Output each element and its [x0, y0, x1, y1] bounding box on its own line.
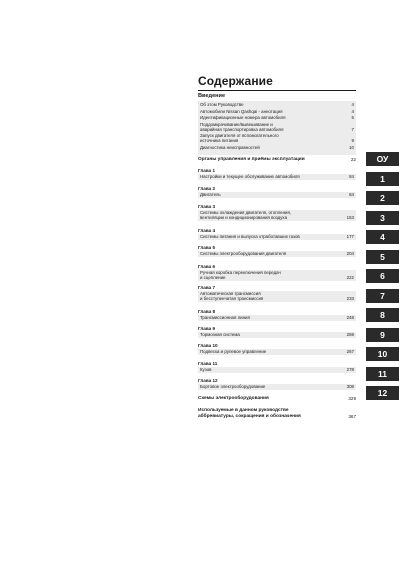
page-title: Содержание [198, 74, 273, 88]
chapter-line-text: Двигатель [200, 192, 221, 197]
chapter-line-page: 308 [346, 384, 354, 389]
chapter-line [200, 192, 356, 197]
intro-item[interactable] [200, 102, 354, 107]
intro-item[interactable] [200, 145, 354, 150]
chapter-line-text: Бортовое электрооборудование [200, 384, 266, 389]
intro-item[interactable] [200, 109, 354, 114]
chapter-line [200, 315, 356, 320]
title-rule [198, 90, 356, 91]
chapter-line-text: Автоматическая трансмиссия [200, 291, 261, 296]
chapter-tab[interactable]: 11 [366, 367, 399, 381]
chapter-tab[interactable]: 3 [366, 211, 399, 225]
chapter-line [200, 251, 356, 256]
chapter-line-page: 84 [349, 174, 354, 179]
chapter-line-page: 278 [346, 367, 354, 372]
chapter-line-text: Системы питания и выпуска отработавших газов [200, 234, 300, 239]
chapter-label: Глава 7 [198, 285, 215, 290]
chapter-line [200, 367, 356, 372]
intro-item[interactable] [200, 127, 354, 132]
chapter-line [200, 174, 356, 179]
chapter-tab[interactable]: 8 [366, 308, 399, 322]
intro-item-page: 4 [351, 108, 354, 114]
chapter-label: Глава 4 [198, 228, 215, 233]
chapter-line-page: 84 [349, 192, 354, 197]
chapter-line-page: 259 [346, 332, 354, 337]
chapter-tab[interactable]: ОУ [366, 152, 399, 166]
chapter-line-page: 233 [346, 296, 354, 302]
intro-item-text: Идентификационные номера автомобиля [200, 115, 286, 120]
intro-item-text: Поддомкрачивание/вывешивание и [200, 121, 273, 127]
intro-item[interactable] [200, 138, 354, 143]
chapter-tab[interactable]: 10 [366, 347, 399, 361]
chapter-line-page: 204 [346, 251, 354, 256]
chapter-line-page: 248 [346, 315, 354, 320]
chapter-label: Глава 2 [198, 186, 215, 191]
toc-controls[interactable] [198, 157, 356, 162]
intro-item-text: источника питания [200, 138, 239, 143]
intro-item-text: Автомобили Nissan Qashqai - аннотация [200, 108, 283, 114]
chapter-label: Глава 12 [198, 378, 218, 383]
chapter-line-text: и сцепление [200, 275, 226, 281]
intro-item-page: 9 [351, 138, 354, 143]
toc-abbreviations-page: 367 [348, 414, 356, 419]
chapter-line [200, 275, 356, 280]
chapter-line-page: 267 [346, 349, 354, 354]
chapter-line-text: Системы электрооборудования двигателя [200, 251, 287, 256]
chapter-line-text: Подвеска и рулевое управление [200, 349, 267, 354]
intro-item-page: 10 [349, 144, 354, 150]
chapter-line-text: Трансмиссионная линия [200, 315, 250, 320]
intro-item[interactable] [200, 115, 354, 120]
intro-item-text: Запуск двигателя от вспомогательного [200, 133, 279, 138]
chapter-line [200, 234, 356, 239]
chapter-line [200, 349, 356, 354]
chapter-tab[interactable]: 6 [366, 269, 399, 283]
chapter-line-text: Системы охлаждения двигателя, отопления, [200, 210, 292, 215]
chapter-label: Глава 1 [198, 168, 215, 173]
intro-item-page: 4 [351, 102, 354, 107]
chapter-line-page: 222 [346, 275, 354, 281]
chapter-line-page: 153 [346, 215, 354, 221]
chapter-label: Глава 5 [198, 245, 215, 250]
intro-heading: Введение [198, 93, 226, 99]
toc-controls-page: 22 [350, 157, 356, 162]
toc-schemes-page: 329 [348, 396, 356, 401]
chapter-line-text: Тормозная система [200, 332, 240, 337]
chapter-line-text: Кузов [200, 367, 212, 372]
chapter-label: Глава 10 [198, 343, 218, 348]
toc-controls-text: Органы управления и приёмы эксплуатации [198, 157, 305, 162]
chapter-tab[interactable]: 1 [366, 172, 399, 186]
chapter-line-text: вентиляции и кондиционирования воздуха [200, 215, 288, 221]
chapter-line [200, 332, 356, 337]
toc-abbreviations[interactable] [198, 408, 356, 420]
intro-item-text: аварийная транспортировка автомобиля [200, 126, 284, 132]
toc-schemes[interactable] [198, 396, 356, 401]
chapter-label: Глава 9 [198, 326, 215, 331]
chapter-tab[interactable]: 9 [366, 328, 399, 342]
chapter-tab[interactable]: 5 [366, 250, 399, 264]
chapter-label: Глава 11 [198, 361, 218, 366]
chapter-label: Глава 8 [198, 309, 215, 314]
chapter-line-text: Ручная коробка переключения передач [200, 270, 281, 275]
intro-item-text: Об этом Руководстве [200, 102, 244, 107]
chapter-tab[interactable]: 4 [366, 230, 399, 244]
chapter-line-text: Настройки и текущее обслуживание автомобиля [200, 174, 300, 179]
chapter-label: Глава 3 [198, 204, 215, 209]
chapter-tab[interactable]: 7 [366, 289, 399, 303]
intro-item-text: Диагностика неисправностей [200, 144, 260, 150]
chapter-line [200, 296, 356, 301]
intro-item-page: 7 [351, 126, 354, 132]
intro-item-page: 5 [351, 115, 354, 120]
chapter-line-text: и бесступенчатая трансмиссия [200, 296, 264, 302]
chapter-line [200, 215, 356, 220]
chapter-tab[interactable]: 12 [366, 386, 399, 400]
chapter-label: Глава 6 [198, 264, 215, 269]
chapter-line [200, 384, 356, 389]
toc-schemes-text: Схемы электрооборудования [198, 396, 269, 401]
toc-abbreviations-line2: аббревиатуры, сокращения и обозначения [198, 414, 301, 419]
chapter-line-page: 177 [346, 234, 354, 239]
toc-abbreviations-line1: Используемые в данном руководстве [198, 408, 289, 413]
chapter-tab[interactable]: 2 [366, 191, 399, 205]
